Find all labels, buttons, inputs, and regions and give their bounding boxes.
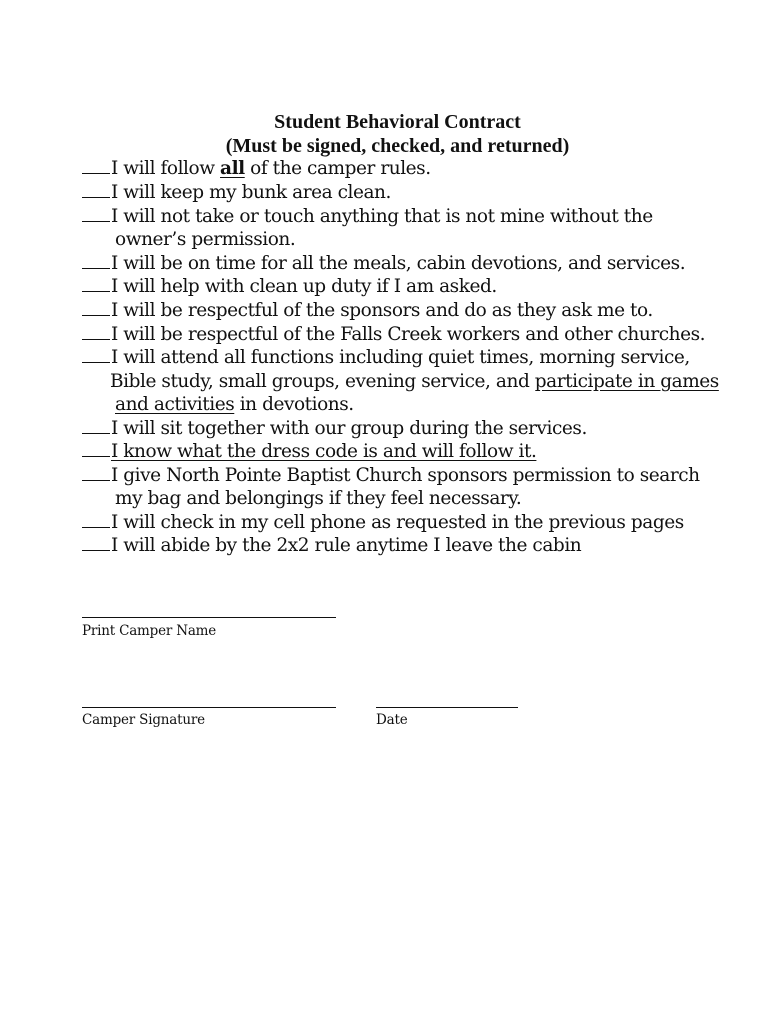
- check-blank[interactable]: [82, 536, 110, 551]
- rule-continuation: [110, 370, 719, 393]
- rule-line: [82, 181, 391, 204]
- check-blank[interactable]: [82, 513, 110, 528]
- rule-text: of the camper rules.: [244, 158, 431, 179]
- rule-line: [82, 299, 653, 322]
- rule-text: I will be on time for all the meals, cabin devotions, and services.: [111, 253, 686, 274]
- rule-line: [82, 205, 653, 228]
- print-name-line[interactable]: [82, 617, 336, 618]
- check-blank[interactable]: [82, 159, 110, 174]
- rule-line: [82, 464, 700, 487]
- rule-line: [82, 323, 705, 346]
- rule-text: I will not take or touch anything that is not mine without the: [111, 206, 653, 227]
- rule-underlined-text: participate in games: [534, 371, 719, 392]
- signature-line[interactable]: [82, 707, 336, 708]
- rule-text: I will check in my cell phone as requested in the previous pages: [111, 512, 684, 533]
- rule-line: [82, 511, 684, 534]
- rule-text: I will attend all functions including quiet times, morning service,: [111, 347, 690, 368]
- check-blank[interactable]: [82, 348, 110, 363]
- check-blank[interactable]: [82, 183, 110, 198]
- rule-line: [82, 275, 497, 298]
- rule-emphasis: all: [220, 158, 245, 179]
- print-name-label: Print Camper Name: [82, 623, 217, 639]
- check-blank[interactable]: [82, 419, 110, 434]
- document-subtitle: (Must be signed, checked, and returned): [225, 135, 570, 157]
- rule-text: Bible study, small groups, evening service, and: [110, 371, 535, 392]
- signature-label: Camper Signature: [82, 712, 205, 728]
- rule-continuation: my bag and belongings if they feel necessary.: [115, 488, 522, 509]
- rule-line: [82, 157, 431, 180]
- rule-underlined-text: I know what the dress code is and will follow it.: [111, 441, 537, 462]
- rule-continuation: owner’s permission.: [115, 229, 296, 250]
- check-blank[interactable]: [82, 254, 110, 269]
- rule-line: [82, 346, 690, 369]
- rule-line: [82, 440, 536, 463]
- rule-text: I give North Pointe Baptist Church sponsors permission to search: [111, 465, 700, 486]
- check-blank[interactable]: [82, 442, 110, 457]
- check-blank[interactable]: [82, 207, 110, 222]
- check-blank[interactable]: [82, 466, 110, 481]
- rule-text: I will abide by the 2x2 rule anytime I leave the cabin: [111, 535, 582, 556]
- rule-text: in devotions.: [234, 394, 354, 415]
- rule-text: I will follow: [111, 158, 221, 179]
- check-blank[interactable]: [82, 325, 110, 340]
- rule-text: I will be respectful of the Falls Creek workers and other churches.: [111, 324, 706, 345]
- rule-text: I will help with clean up duty if I am asked.: [111, 276, 497, 297]
- check-blank[interactable]: [82, 301, 110, 316]
- check-blank[interactable]: [82, 277, 110, 292]
- rule-text: I will keep my bunk area clean.: [111, 182, 391, 203]
- rule-underlined-text: and activities: [115, 394, 235, 415]
- date-line[interactable]: [376, 707, 518, 708]
- date-label: Date: [376, 712, 408, 728]
- rule-line: [82, 252, 685, 275]
- document-title: Student Behavioral Contract: [274, 111, 521, 133]
- rule-text: I will be respectful of the sponsors and do as they ask me to.: [111, 300, 653, 321]
- rule-line: [82, 417, 587, 440]
- rule-continuation: [115, 393, 354, 416]
- rule-text: I will sit together with our group during the services.: [111, 418, 587, 439]
- rule-line: [82, 534, 581, 557]
